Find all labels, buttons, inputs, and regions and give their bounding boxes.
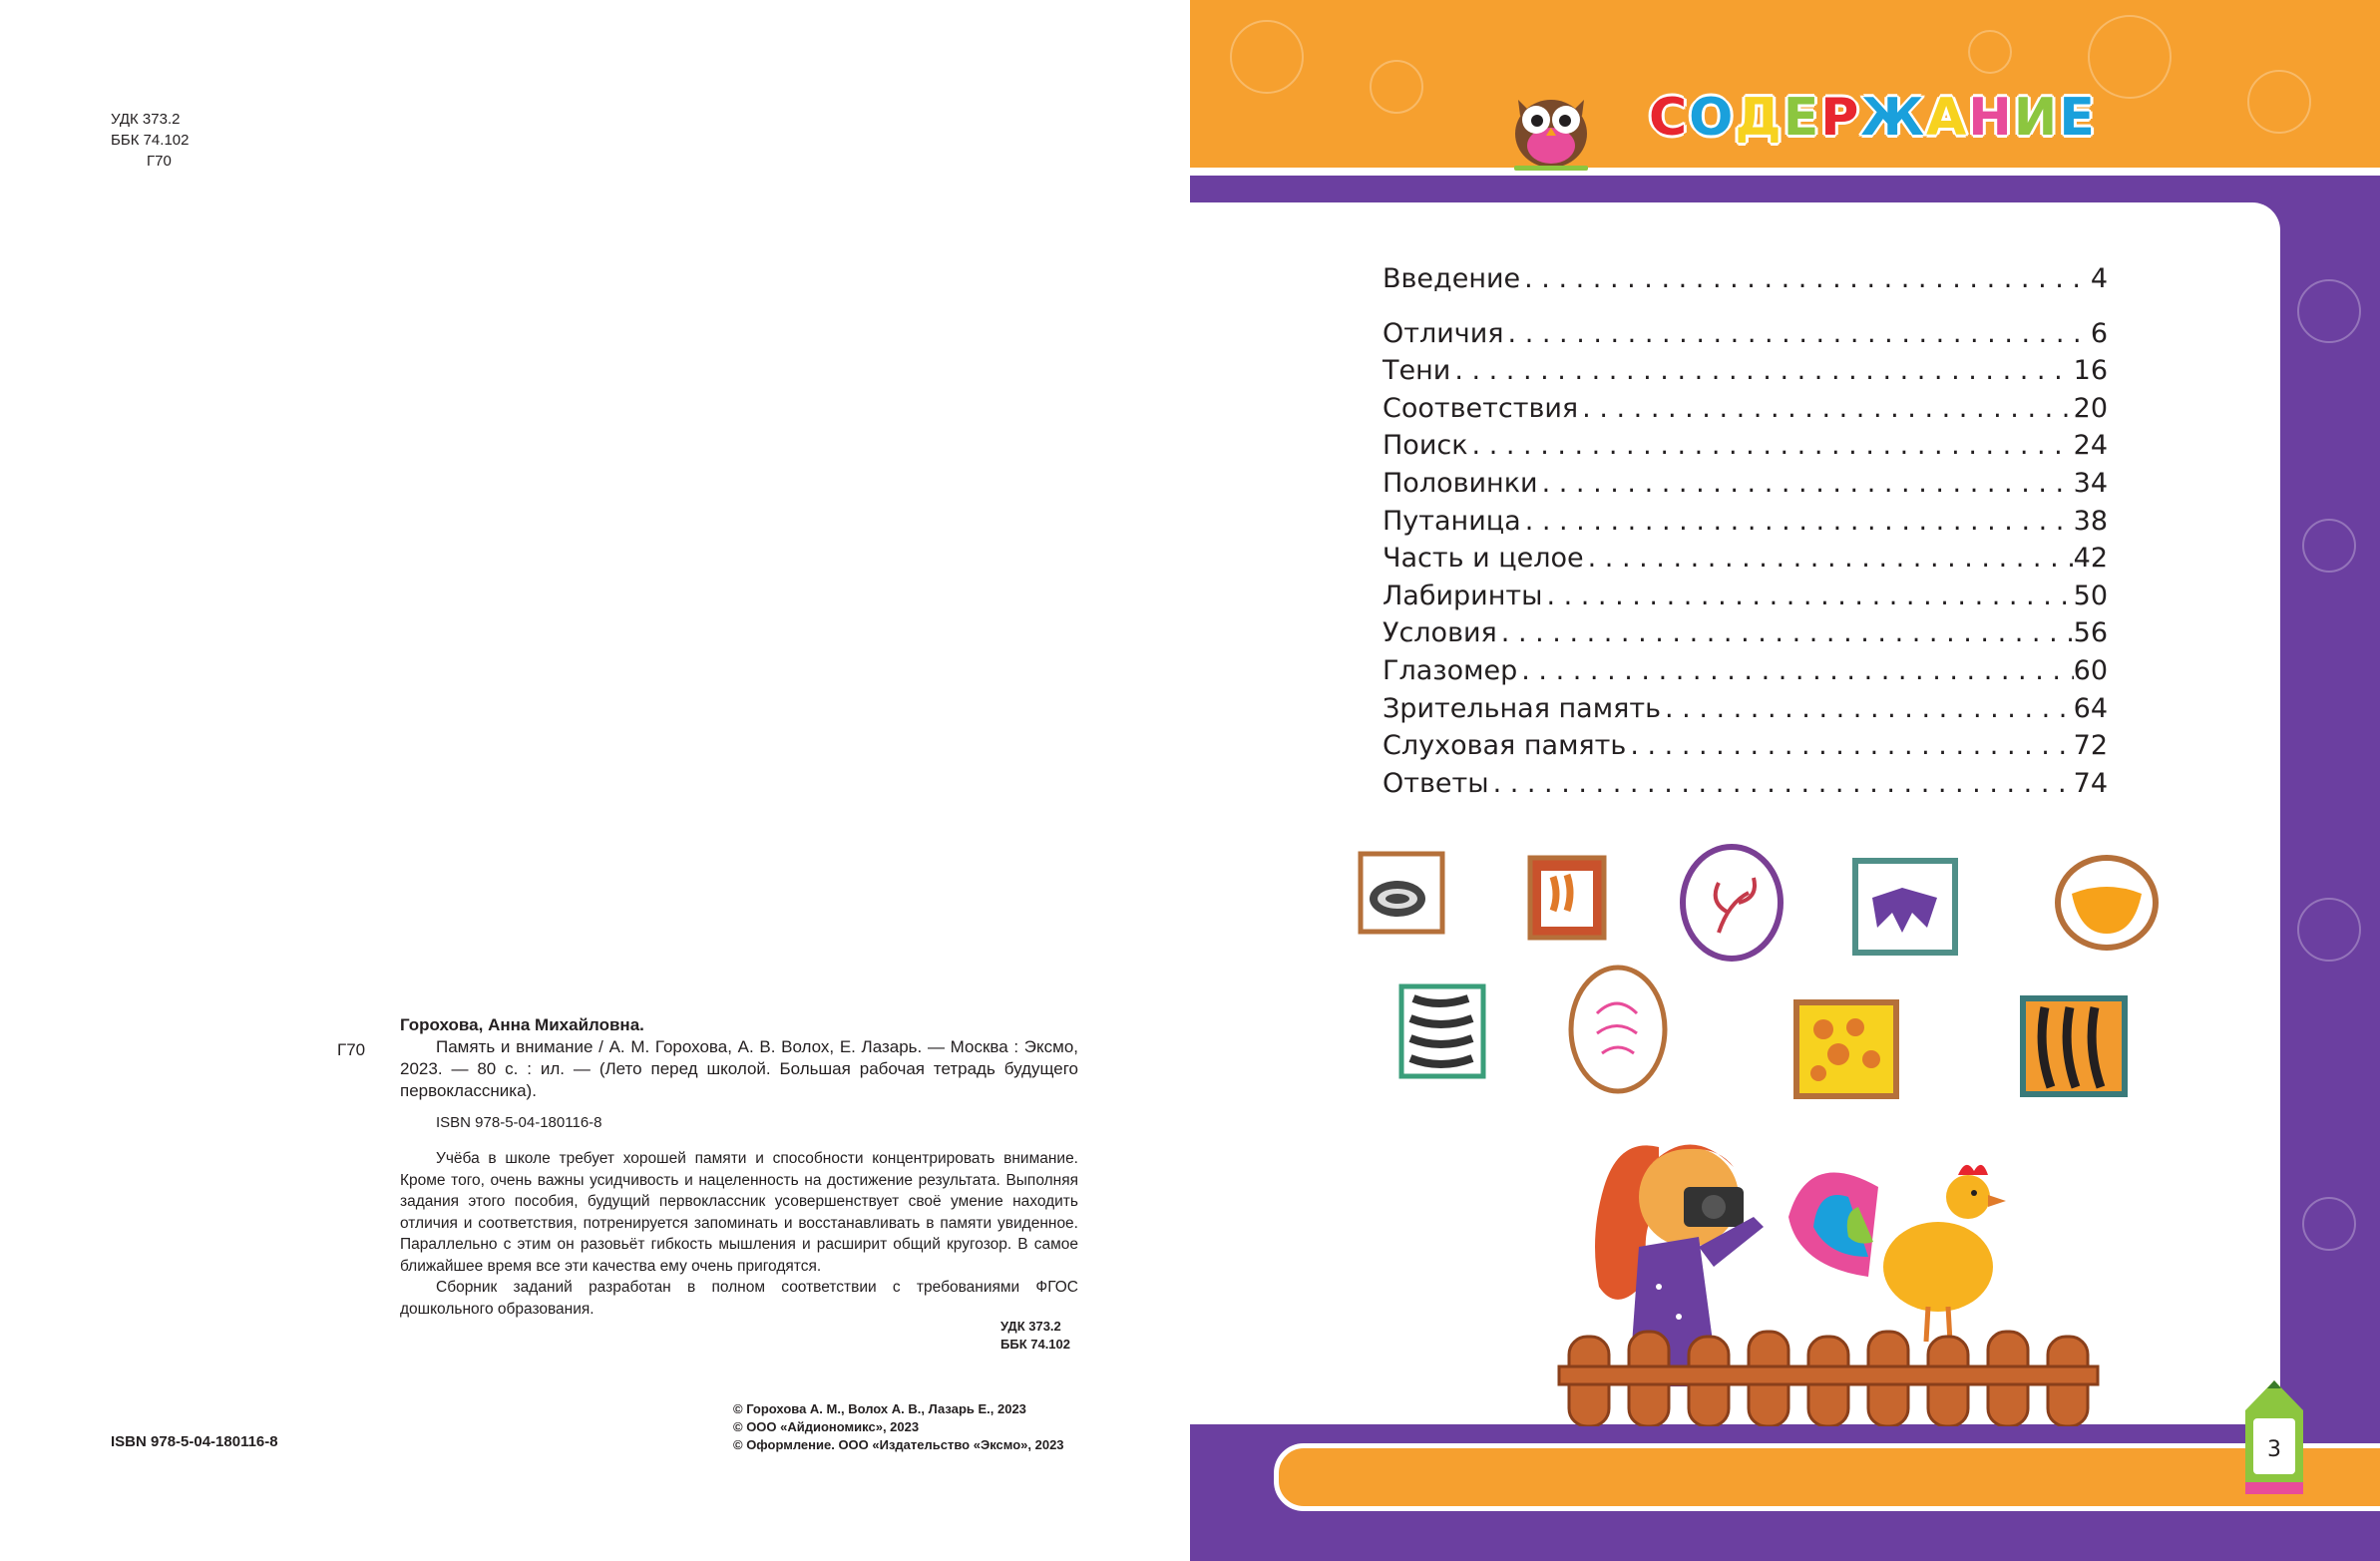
toc-entry-label: Соответствия [1383,392,1579,424]
toc-entry[interactable] [1383,655,2108,693]
toc-entry-page: 4 [2090,263,2108,294]
udk-header [111,109,189,172]
title-letter: А [1926,88,1969,148]
toc-entry[interactable] [1383,355,2108,393]
toc-entry[interactable] [1383,693,2108,731]
title-letter: Д [1735,88,1784,148]
toc-leader-dots [1584,543,2074,574]
toc-leader-dots [1626,730,2073,761]
footer-band [1274,1443,2380,1511]
toc-entry-label: Поиск [1383,430,1468,462]
toc-entry[interactable] [1383,543,2108,581]
catalog-classification [1000,1318,1070,1354]
udk-code: УДК 373.2 [111,111,181,128]
toc-entry-label: Введение [1383,263,1521,294]
header-divider [1190,168,2380,176]
copyright-block [733,1400,1064,1454]
toc-entry-label: Отличия [1383,317,1504,349]
toc-leader-dots [1489,768,2074,799]
catalog-udk: УДК 373.2 [1000,1319,1061,1334]
toc-leader-dots [1517,655,2073,686]
toc-entry-label: Условия [1383,617,1497,649]
toc-entry-label: Глазомер [1383,654,1518,686]
framed-pattern-icon [1567,964,1669,1095]
toc-entry[interactable] [1383,468,2108,506]
page-number: 3 [2267,1437,2281,1462]
title-letter: Е [1783,88,1821,148]
toc-entry-label: Часть и целое [1383,543,1584,575]
catalog-abstract [400,1148,1078,1320]
catalog-author-mark: Г70 [337,1040,366,1059]
toc-leader-dots [1542,581,2073,611]
title-letter: Е [2059,88,2097,148]
catalog-card [400,1014,1078,1320]
toc-leader-dots [1521,506,2074,537]
framed-pattern-icon [2020,995,2128,1097]
framed-pattern-icon [1679,843,1785,963]
framed-pattern-icon [1527,855,1607,941]
toc-entry-label: Зрительная память [1383,692,1661,724]
toc-entry-page: 24 [2073,430,2108,462]
framed-pattern-icon [1358,851,1445,935]
abstract-paragraph: Учёба в школе требует хорошей памяти и способности концентрировать внимание. Кроме того, очень важны усидчивость и нацеленность на достижение результата. Выполняя задания этого пособия, будущий первоклассник усовершенствует своё умение находить отличия и соответствия, потренируется запоминать и восстанавливать в памяти увиденное. Параллельно с этим он разовьёт гибкость мышления и расширит общий кругозор. В самое ближайшее время все эти качества ему очень пригодятся. [400,1150,1078,1275]
toc-entry-label: Путаница [1383,505,1521,537]
toc-leader-dots [1497,617,2074,648]
toc-entry[interactable] [1383,506,2108,544]
toc-entry[interactable] [1383,430,2108,468]
toc-entry-page: 60 [2073,654,2108,686]
copyright-line: © ООО «Айдиономикс», 2023 [733,1419,920,1434]
toc-entry-page: 20 [2073,392,2108,424]
toc-leader-dots [1578,393,2073,424]
toc-entry-page: 16 [2073,355,2108,387]
owl-icon [1506,78,1596,174]
catalog-isbn: ISBN 978-5-04-180116-8 [436,1114,602,1131]
toc-leader-dots [1468,430,2074,461]
toc-entry[interactable] [1383,581,2108,618]
toc-leader-dots [1661,693,2074,724]
toc-entry[interactable] [1383,393,2108,431]
framed-pattern-icon [2054,854,2160,952]
title-letter: О [1689,88,1736,148]
toc-leader-dots [1538,468,2074,499]
abstract-paragraph: Сборник заданий разработан в полном соответствии с требованиями ФГОС дошкольного образования. [400,1279,1078,1318]
page-title [1649,88,2097,148]
copyright-line: © Горохова А. М., Волох А. В., Лазарь Е., 2023 [733,1401,1026,1416]
copyright-line: © Оформление. ООО «Издательство «Эксмо», 2023 [733,1437,1064,1452]
toc-entry-page: 34 [2073,467,2108,499]
girl-with-camera-illustration [1549,1127,2168,1426]
toc-entry[interactable] [1383,263,2108,301]
title-letter: Ж [1860,88,1927,148]
toc-entry-page: 64 [2073,692,2108,724]
catalog-author: Горохова, Анна Михайловна. [400,1015,644,1034]
table-of-contents [1383,263,2108,805]
isbn-footer: ISBN 978-5-04-180116-8 [111,1433,278,1450]
toc-entry-page: 6 [2090,317,2108,349]
title-letter: Р [1820,88,1861,148]
framed-pattern-icon [1852,858,1958,956]
title-letter: Н [1968,88,2014,148]
title-letter: И [2013,88,2060,148]
author-mark: Г70 [147,153,172,170]
pencil-badge-icon [2241,1380,2307,1496]
toc-entry-label: Тени [1383,355,1451,387]
toc-entry[interactable] [1383,617,2108,655]
catalog-bbk: ББК 74.102 [1000,1337,1070,1352]
framed-pattern-icon [1398,983,1486,1079]
toc-entry-label: Ответы [1383,767,1489,799]
toc-entry-label: Лабиринты [1383,580,1543,611]
toc-entry-page: 50 [2073,580,2108,611]
bbk-code: ББК 74.102 [111,132,190,149]
toc-entry-label: Слуховая память [1383,730,1627,762]
toc-entry[interactable] [1383,730,2108,768]
catalog-description: Память и внимание / А. М. Горохова, А. В. Волох, Е. Лазарь. — Москва : Эксмо, 2023. — 80 с. : ил. — (Лето перед школой. Большая рабочая тетрадь будущего первоклассника). [400,1037,1078,1100]
toc-entry-label: Половинки [1383,467,1538,499]
framed-pattern-icon [1793,999,1899,1099]
toc-entry[interactable] [1383,768,2108,806]
toc-entry-page: 56 [2073,617,2108,649]
toc-leader-dots [1504,318,2091,349]
toc-entry-page: 72 [2073,730,2108,762]
toc-entry-page: 38 [2073,505,2108,537]
title-letter: С [1649,88,1690,148]
toc-entry[interactable] [1383,318,2108,356]
toc-entry-page: 42 [2073,543,2108,575]
toc-leader-dots [1520,263,2091,294]
contents-page [1190,0,2380,1561]
toc-leader-dots [1450,355,2073,386]
toc-entry-page: 74 [2073,767,2108,799]
